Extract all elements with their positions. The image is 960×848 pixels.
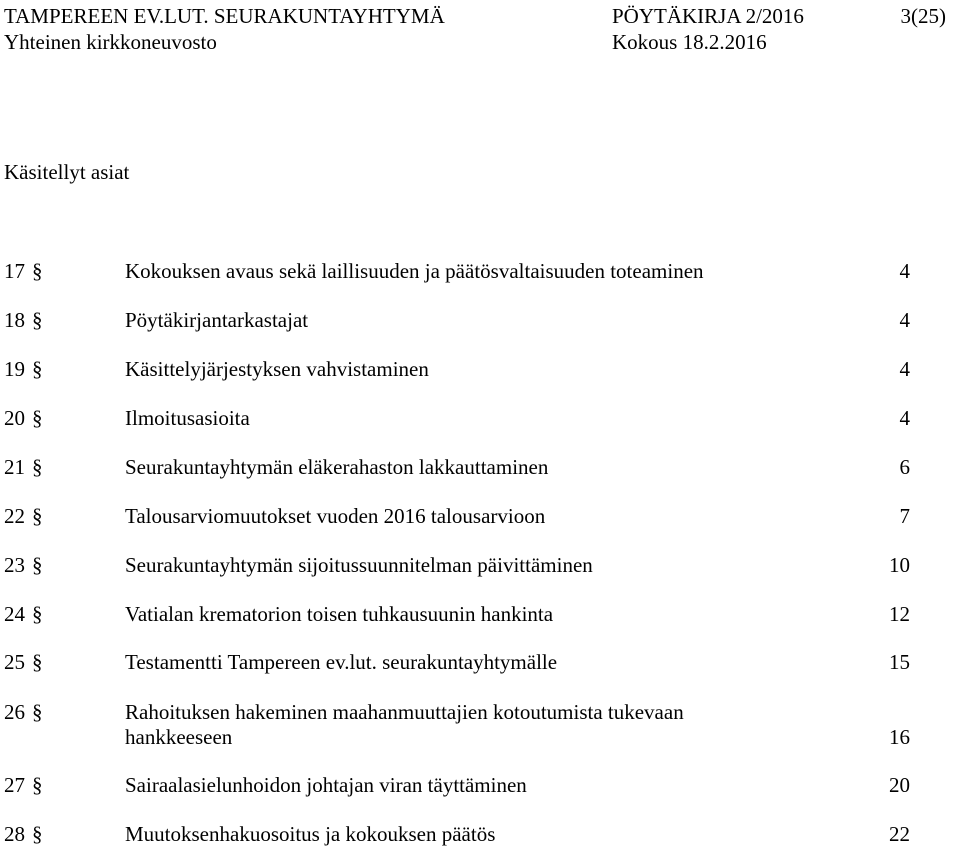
item-number: 19 — [4, 357, 25, 381]
item-title: Talousarviomuutokset vuoden 2016 talousarvioon — [125, 504, 546, 528]
paragraph-sign: § — [32, 455, 43, 479]
item-title: Seurakuntayhtymän sijoitussuunnitelman päivittäminen — [125, 553, 593, 577]
header-page-number: 3(25) — [900, 4, 946, 28]
item-title: Sairaalasielunhoidon johtajan viran täyttäminen — [125, 773, 527, 797]
item-page-number: 6 — [899, 455, 910, 479]
paragraph-sign: § — [32, 357, 43, 381]
paragraph-sign: § — [32, 822, 43, 846]
paragraph-sign: § — [32, 700, 43, 724]
item-page-number: 4 — [899, 308, 910, 332]
item-number: 22 — [4, 504, 25, 528]
item-title: Seurakuntayhtymän eläkerahaston lakkauttaminen — [125, 455, 549, 479]
item-page-number: 20 — [889, 773, 910, 797]
header-body-name: Yhteinen kirkkoneuvosto — [4, 30, 217, 54]
header-organization: TAMPEREEN EV.LUT. SEURAKUNTAYHTYMÄ — [4, 4, 445, 28]
item-title: Ilmoitusasioita — [125, 406, 250, 430]
item-number: 20 — [4, 406, 25, 430]
paragraph-sign: § — [32, 406, 43, 430]
item-page-number: 12 — [889, 602, 910, 626]
item-number: 26 — [4, 700, 25, 724]
item-number: 24 — [4, 602, 25, 626]
header-meeting-date: Kokous 18.2.2016 — [612, 30, 767, 54]
paragraph-sign: § — [32, 504, 43, 528]
item-title: Testamentti Tampereen ev.lut. seurakuntayhtymälle — [125, 650, 558, 674]
section-title: Käsitellyt asiat — [4, 160, 130, 184]
item-number: 25 — [4, 650, 25, 674]
item-page-number: 22 — [889, 822, 910, 846]
item-number: 27 — [4, 773, 25, 797]
item-number: 17 — [4, 259, 25, 283]
item-page-number: 7 — [899, 504, 910, 528]
item-number: 21 — [4, 455, 25, 479]
item-title: Käsittelyjärjestyksen vahvistaminen — [125, 357, 429, 381]
paragraph-sign: § — [32, 553, 43, 577]
item-number: 23 — [4, 553, 25, 577]
item-number: 18 — [4, 308, 25, 332]
paragraph-sign: § — [32, 650, 43, 674]
item-title: Rahoituksen hakeminen maahanmuuttajien kotoutumista tukevaan hankkeeseen — [125, 700, 684, 749]
item-title: Muutoksenhakuosoitus ja kokouksen päätös — [125, 822, 496, 846]
item-number: 28 — [4, 822, 25, 846]
item-page-number: 4 — [899, 259, 910, 283]
paragraph-sign: § — [32, 259, 43, 283]
item-page-number: 15 — [889, 650, 910, 674]
item-page-number: 4 — [899, 406, 910, 430]
paragraph-sign: § — [32, 602, 43, 626]
item-page-number: 10 — [889, 553, 910, 577]
item-page-number: 16 — [889, 725, 910, 749]
item-title: Kokouksen avaus sekä laillisuuden ja päätösvaltaisuuden toteaminen — [125, 259, 704, 283]
paragraph-sign: § — [32, 773, 43, 797]
header-document-title: PÖYTÄKIRJA 2/2016 — [612, 4, 804, 28]
paragraph-sign: § — [32, 308, 43, 332]
item-title: Pöytäkirjantarkastajat — [125, 308, 309, 332]
item-title: Vatialan krematorion toisen tuhkausuunin hankinta — [125, 602, 554, 626]
item-page-number: 4 — [899, 357, 910, 381]
